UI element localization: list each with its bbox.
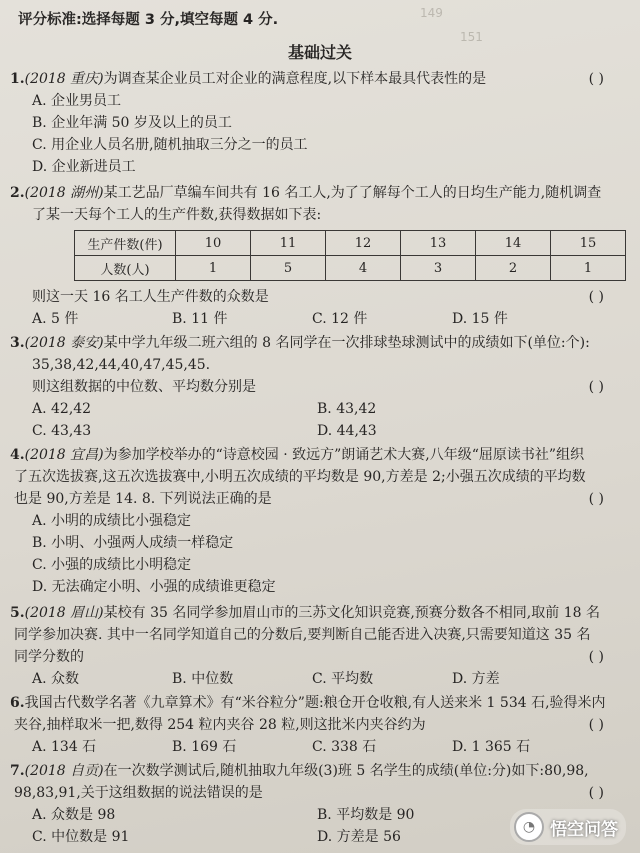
option-c[interactable]: C. 用企业人员名册,随机抽取三分之一的员工 <box>32 137 308 153</box>
option-a[interactable]: A. 5 件 <box>32 311 79 327</box>
option-c[interactable]: C. 中位数是 91 <box>32 829 130 845</box>
table-row <box>75 256 626 281</box>
option-d[interactable]: D. 44,43 <box>317 423 377 439</box>
question-stem-cont: 98,83,91,关于这组数据的说法错误的是 <box>14 785 263 801</box>
options-row <box>10 668 618 690</box>
question-text: 则这组数据的中位数、平均数分别是 <box>32 379 256 395</box>
question-stem-cont: 同学分数的 <box>14 649 84 665</box>
option-c[interactable]: C. 平均数 <box>312 671 374 687</box>
watermark <box>510 809 626 845</box>
question-4 <box>10 444 618 598</box>
question-stem-cont: 同学参加决赛. 其中一名同学知道自己的分数后,要判断自己能否进入决赛,只需要知道这 35 名 <box>14 627 591 643</box>
question-stem-cont: 夹谷,抽样取米一把,数得 254 粒内夹谷 28 粒,则这批米内夹谷约为 <box>14 717 426 733</box>
option-b[interactable]: B. 平均数是 90 <box>317 807 415 823</box>
watermark-text: 悟空问答 <box>550 819 618 840</box>
table-cell: 4 <box>326 256 401 281</box>
answer-blank[interactable]: ( ) <box>588 717 604 733</box>
answer-blank[interactable]: ( ) <box>588 379 604 395</box>
option-d[interactable]: D. 方差 <box>452 671 500 687</box>
production-table <box>74 230 626 281</box>
option-c[interactable]: C. 小强的成绩比小明稳定 <box>32 557 192 573</box>
table-cell: 12 <box>326 231 401 256</box>
question-stem: 3.(2018 泰安)某中学九年级二班六组的 8 名同学在一次排球垫球测试中的成绩如下(单位:个): <box>10 335 590 351</box>
wukong-logo-icon: ◔ <box>514 812 544 842</box>
question-stem: 4.(2018 宜昌)为参加学校举办的“诗意校园 · 致远方”朗诵艺术大赛,八年级“屈原读书社”组织 <box>10 447 585 463</box>
question-stem-cont: 了某一天每个工人的生产件数,获得数据如下表: <box>32 207 322 223</box>
scoring-standard: 评分标准:选择每题 3 分,填空每题 4 分. <box>18 12 279 28</box>
question-stem: 7.(2018 自贡)在一次数学测试后,随机抽取九年级(3)班 5 名学生的成绩(单位:分)如下:80,98, <box>10 763 589 779</box>
question-stem: 5.(2018 眉山)某校有 35 名同学参加眉山市的三苏文化知识竞赛,预赛分数各不相同,取前 18 名 <box>10 605 600 621</box>
answer-blank[interactable]: ( ) <box>588 289 604 305</box>
options-row <box>10 308 618 330</box>
option-c[interactable]: C. 43,43 <box>32 423 92 439</box>
option-d[interactable]: D. 15 件 <box>452 311 508 327</box>
option-b[interactable]: B. 169 石 <box>172 739 237 755</box>
option-b[interactable]: B. 小明、小强两人成绩一样稳定 <box>32 535 234 551</box>
table-cell: 2 <box>476 256 551 281</box>
option-d[interactable]: D. 方差是 56 <box>317 829 401 845</box>
option-b[interactable]: B. 企业年满 50 岁及以上的员工 <box>32 115 232 131</box>
question-stem: 2.(2018 湖州)某工艺品厂草编车间共有 16 名工人,为了了解每个工人的日均生产能力,随机调查 <box>10 185 602 201</box>
option-b[interactable]: B. 11 件 <box>172 311 228 327</box>
question-stem-cont: 也是 90,方差是 14. 8. 下列说法正确的是 <box>14 491 272 507</box>
table-cell: 1 <box>176 256 251 281</box>
option-a[interactable]: A. 众数是 98 <box>32 807 116 823</box>
table-row <box>75 231 626 256</box>
bleed-through-mark: 151 <box>460 30 483 44</box>
table-cell: 5 <box>251 256 326 281</box>
table-cell: 1 <box>551 256 626 281</box>
option-d[interactable]: D. 无法确定小明、小强的成绩谁更稳定 <box>32 579 276 595</box>
option-d[interactable]: D. 1 365 石 <box>452 739 531 755</box>
answer-blank[interactable]: ( ) <box>588 491 604 507</box>
question-3 <box>10 332 618 442</box>
bleed-through-mark: 149 <box>420 6 443 20</box>
section-title: 基础过关 <box>287 43 352 62</box>
answer-blank[interactable]: ( ) <box>588 785 604 801</box>
answer-blank[interactable]: ( ) <box>588 71 604 87</box>
question-1 <box>10 68 618 178</box>
option-b[interactable]: B. 中位数 <box>172 671 234 687</box>
question-2 <box>10 182 618 226</box>
table-cell: 10 <box>176 231 251 256</box>
options-grid <box>10 398 618 442</box>
question-5 <box>10 602 618 690</box>
question-2-prompt <box>10 286 618 330</box>
table-row-header: 人数(人) <box>75 256 176 281</box>
option-c[interactable]: C. 338 石 <box>312 739 377 755</box>
option-a[interactable]: A. 众数 <box>32 671 80 687</box>
options-row <box>10 736 618 758</box>
option-a[interactable]: A. 企业男员工 <box>32 93 122 109</box>
data-line: 35,38,42,44,40,47,45,45. <box>32 357 211 373</box>
table-cell: 13 <box>401 231 476 256</box>
question-stem-cont: 了五次选拔赛,这五次选拔赛中,小明五次成绩的平均数是 90,方差是 2;小强五次成绩的平均数 <box>14 469 586 485</box>
question-6 <box>10 692 618 758</box>
table-row-header: 生产件数(件) <box>75 231 176 256</box>
question-stem: 6.我国古代数学名著《九章算术》有“米谷粒分”题:粮仓开仓收粮,有人送来米 1 534 石,验得米内 <box>10 695 606 711</box>
table-cell: 11 <box>251 231 326 256</box>
table-cell: 3 <box>401 256 476 281</box>
question-stem: 1.(2018 重庆)为调查某企业员工对企业的满意程度,以下样本最具代表性的是 <box>10 71 487 87</box>
option-c[interactable]: C. 12 件 <box>312 311 368 327</box>
option-a[interactable]: A. 小明的成绩比小强稳定 <box>32 513 192 529</box>
question-text: 则这一天 16 名工人生产件数的众数是 <box>32 289 269 305</box>
table-cell: 14 <box>476 231 551 256</box>
option-a[interactable]: A. 42,42 <box>32 401 92 417</box>
answer-blank[interactable]: ( ) <box>588 649 604 665</box>
option-d[interactable]: D. 企业新进员工 <box>32 159 136 175</box>
option-a[interactable]: A. 134 石 <box>32 739 97 755</box>
option-b[interactable]: B. 43,42 <box>317 401 377 417</box>
table-cell: 15 <box>551 231 626 256</box>
